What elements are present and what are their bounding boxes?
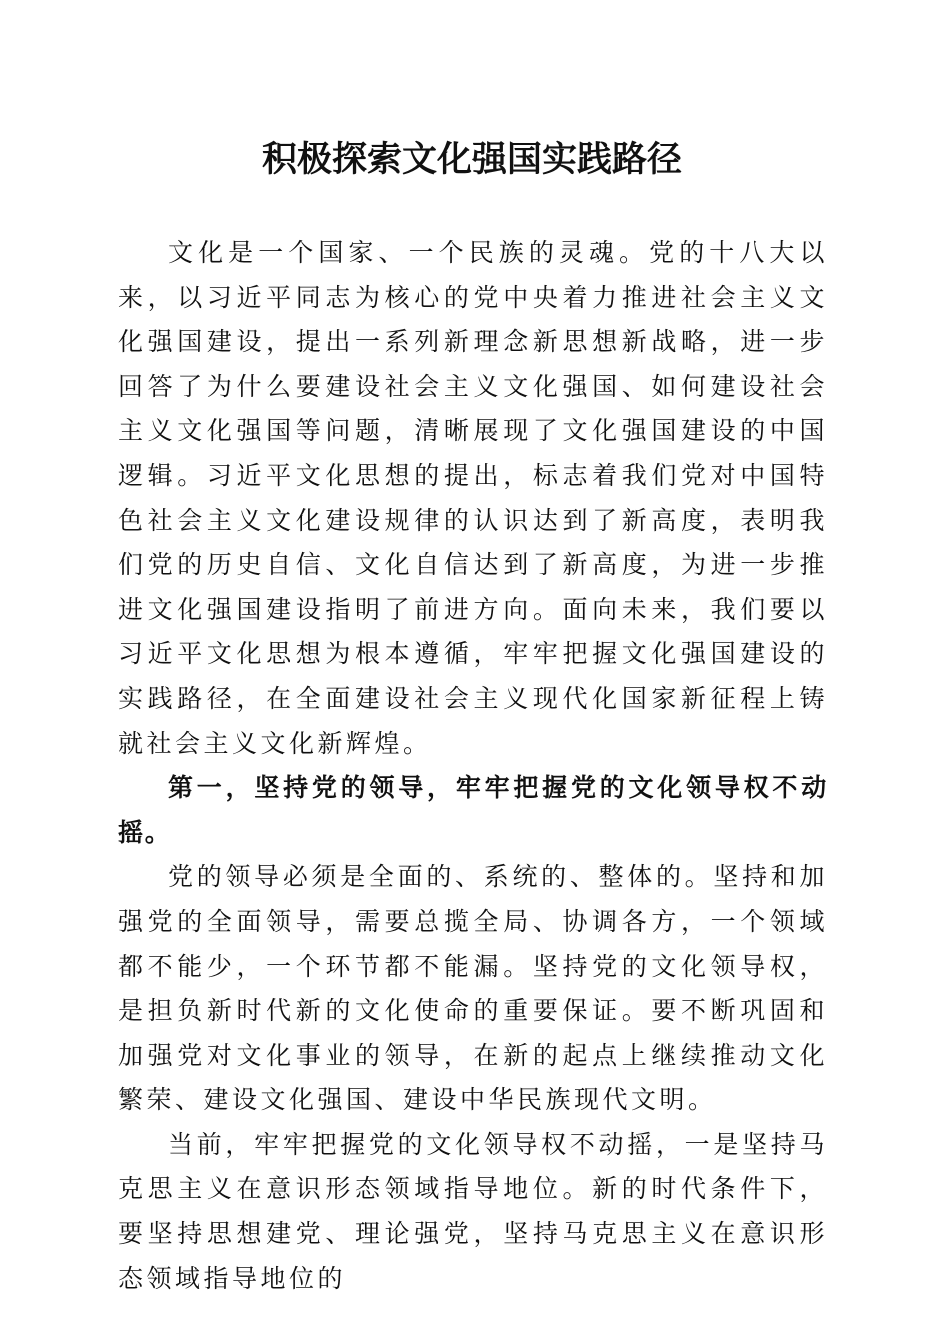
document-body xyxy=(118,231,828,1301)
section-heading-first: 第一，坚持党的领导，牢牢把握党的文化领导权不动摇。 xyxy=(118,773,828,847)
paragraph-current-tasks: 当前，牢牢把握党的文化领导权不动摇，一是坚持马克思主义在意识形态领域指导地位。新的时代条件下，要坚持思想建党、理论强党，坚持马克思主义在意识形态领域指导地位的 xyxy=(118,1129,828,1293)
paragraph-intro: 文化是一个国家、一个民族的灵魂。党的十八大以来，以习近平同志为核心的党中央着力推进社会主义文化强国建设，提出一系列新理念新思想新战略，进一步回答了为什么要建设社会主义文化强国、如何建设社会主义文化强国等问题，清晰展现了文化强国建设的中国逻辑。习近平文化思想的提出，标志着我们党对中国特色社会主义文化建设规律的认识达到了新高度，表明我们党的历史自信、文化自信达到了新高度，为进一步推进文化强国建设指明了前进方向。面向未来，我们要以习近平文化思想为根本遵循，牢牢把握文化强国建设的实践路径，在全面建设社会主义现代化国家新征程上铸就社会主义文化新辉煌。 xyxy=(118,238,828,758)
paragraph-party-leadership: 党的领导必须是全面的、系统的、整体的。坚持和加强党的全面领导，需要总揽全局、协调各方，一个领域都不能少，一个环节都不能漏。坚持党的文化领导权，是担负新时代新的文化使命的重要保证。要不断巩固和加强党对文化事业的领导，在新的起点上继续推动文化繁荣、建设文化强国、建设中华民族现代文明。 xyxy=(118,862,828,1115)
document-title: 积极探索文化强国实践路径 xyxy=(261,139,682,180)
